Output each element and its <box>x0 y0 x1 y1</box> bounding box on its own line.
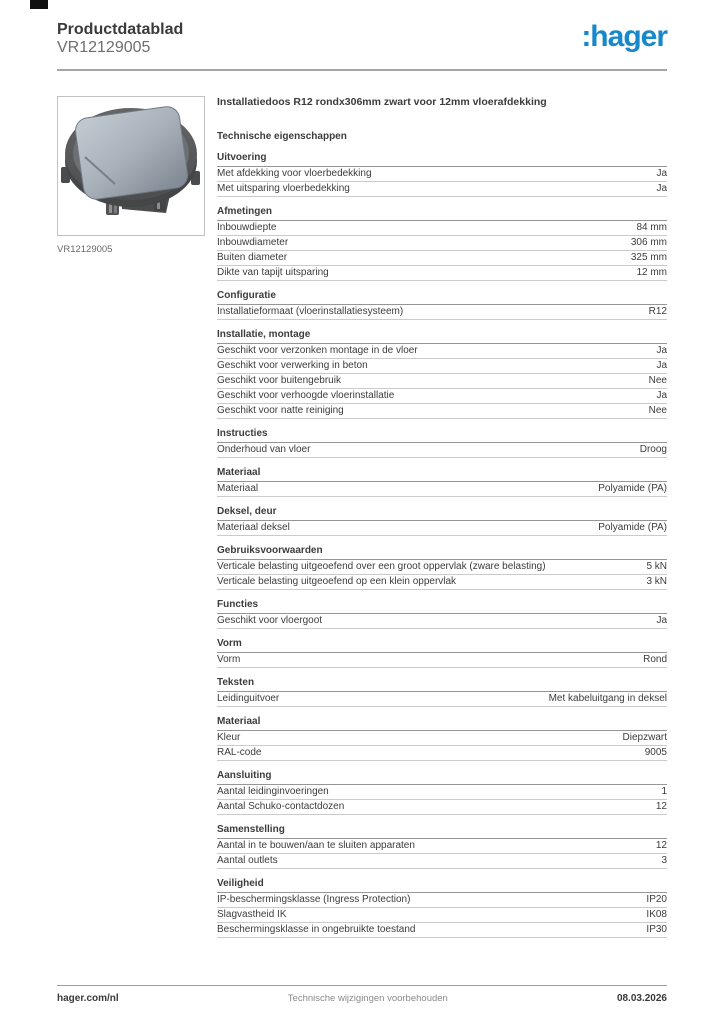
spec-value: Met kabeluitgang in deksel <box>548 693 667 704</box>
spec-label: Geschikt voor verzonken montage in de vloer <box>217 345 418 356</box>
spec-label: Verticale belasting uitgeoefend over een groot oppervlak (zware belasting) <box>217 561 546 572</box>
spec-value: Diepzwart <box>622 732 667 743</box>
spec-column <box>217 96 667 938</box>
spec-row <box>217 359 667 374</box>
spec-section <box>217 290 667 320</box>
spec-value: IK08 <box>646 909 667 920</box>
spec-row <box>217 404 667 419</box>
spec-row <box>217 221 667 236</box>
section-title: Deksel, deur <box>217 506 667 521</box>
spec-value: Rond <box>643 654 667 665</box>
spec-value: 1 <box>661 786 667 797</box>
spec-row <box>217 236 667 251</box>
spec-label: Geschikt voor verwerking in beton <box>217 360 368 371</box>
spec-section <box>217 428 667 458</box>
spec-label: Verticale belasting uitgeoefend op een klein oppervlak <box>217 576 457 587</box>
spec-value: 5 kN <box>646 561 667 572</box>
spec-label: Geschikt voor buitengebruik <box>217 375 341 386</box>
spec-label: Onderhoud van vloer <box>217 444 311 455</box>
spec-row <box>217 575 667 590</box>
spec-section <box>217 329 667 419</box>
section-title: Instructies <box>217 428 667 443</box>
section-title: Installatie, montage <box>217 329 667 344</box>
spec-row <box>217 482 667 497</box>
spec-value: Polyamide (PA) <box>598 483 667 494</box>
spec-value: 12 <box>655 840 667 851</box>
spec-row <box>217 839 667 854</box>
product-reference: VR12129005 <box>57 39 151 56</box>
floor-box-illustration <box>58 97 204 235</box>
spec-value: Polyamide (PA) <box>598 522 667 533</box>
spec-row <box>217 731 667 746</box>
page-footer <box>57 985 667 1004</box>
spec-value: 306 mm <box>630 237 667 248</box>
spec-row <box>217 614 667 629</box>
spec-value: Nee <box>648 405 667 416</box>
spec-section <box>217 638 667 668</box>
spec-value: Ja <box>656 390 667 401</box>
page-header <box>57 0 667 71</box>
footer-website: hager.com/nl <box>57 993 119 1004</box>
spec-value: Ja <box>656 345 667 356</box>
spec-label: Slagvastheid IK <box>217 909 287 920</box>
spec-row <box>217 908 667 923</box>
spec-row <box>217 893 667 908</box>
tech-properties-heading: Technische eigenschappen <box>217 131 347 142</box>
spec-value: Ja <box>656 360 667 371</box>
footer-date: 08.03.2026 <box>616 993 667 1004</box>
spec-value: 3 kN <box>646 576 667 587</box>
spec-value: 3 <box>661 855 667 866</box>
spec-label: Aantal outlets <box>217 855 278 866</box>
section-title: Uitvoering <box>217 152 667 167</box>
spec-row <box>217 653 667 668</box>
spec-row <box>217 389 667 404</box>
spec-label: Met uitsparing vloerbedekking <box>217 183 350 194</box>
spec-section <box>217 878 667 938</box>
product-figure-column <box>57 96 205 938</box>
spec-value: IP20 <box>646 894 667 905</box>
spec-value: Droog <box>639 444 667 455</box>
spec-row <box>217 800 667 815</box>
spec-label: Geschikt voor natte reiniging <box>217 405 344 416</box>
spec-label: Installatieformaat (vloerinstallatiesysteem) <box>217 306 404 317</box>
spec-section <box>217 599 667 629</box>
spec-row <box>217 167 667 182</box>
section-title: Gebruiksvoorwaarden <box>217 545 667 560</box>
section-title: Teksten <box>217 677 667 692</box>
spec-section <box>217 545 667 590</box>
spec-label: Dikte van tapijt uitsparing <box>217 267 329 278</box>
spec-label: Materiaal deksel <box>217 522 290 533</box>
spec-label: IP-beschermingsklasse (Ingress Protection) <box>217 894 411 905</box>
spec-value: Nee <box>648 375 667 386</box>
spec-row <box>217 692 667 707</box>
spec-value: Ja <box>656 615 667 626</box>
spec-row <box>217 854 667 869</box>
spec-value: 12 mm <box>636 267 667 278</box>
section-title: Functies <box>217 599 667 614</box>
spec-section <box>217 716 667 761</box>
spec-label: Inbouwdiameter <box>217 237 289 248</box>
spec-row <box>217 521 667 536</box>
spec-label: Kleur <box>217 732 241 743</box>
spec-row <box>217 443 667 458</box>
spec-label: Aantal leidinginvoeringen <box>217 786 329 797</box>
section-title: Materiaal <box>217 467 667 482</box>
spec-label: Geschikt voor vloergoot <box>217 615 323 626</box>
spec-value: 9005 <box>644 747 667 758</box>
section-title: Aansluiting <box>217 770 667 785</box>
spec-label: Aantal in te bouwen/aan te sluiten apparaten <box>217 840 415 851</box>
spec-section <box>217 770 667 815</box>
spec-row <box>217 560 667 575</box>
spec-row <box>217 251 667 266</box>
footer-disclaimer: Technische wijzigingen voorbehouden <box>287 993 448 1004</box>
section-title: Samenstelling <box>217 824 667 839</box>
product-image <box>57 96 205 236</box>
spec-section <box>217 824 667 869</box>
main-content <box>57 96 667 938</box>
spec-label: RAL-code <box>217 747 262 758</box>
spec-label: Buiten diameter <box>217 252 288 263</box>
spec-row <box>217 746 667 761</box>
document-title: Productdatablad <box>57 21 184 38</box>
spec-label: Met afdekking voor vloerbedekking <box>217 168 372 179</box>
spec-section <box>217 677 667 707</box>
section-title: Vorm <box>217 638 667 653</box>
spec-row <box>217 305 667 320</box>
spec-row <box>217 923 667 938</box>
spec-value: 84 mm <box>636 222 667 233</box>
spec-row <box>217 344 667 359</box>
spec-label: Inbouwdiepte <box>217 222 277 233</box>
section-title: Materiaal <box>217 716 667 731</box>
spec-value: IP30 <box>646 924 667 935</box>
product-title: Installatiedoos R12 rondx306mm zwart voor 12mm vloerafdekking <box>217 96 547 108</box>
spec-section <box>217 467 667 497</box>
spec-value: Ja <box>656 168 667 179</box>
spec-label: Leidinguitvoer <box>217 693 280 704</box>
spec-row <box>217 266 667 281</box>
image-caption: VR12129005 <box>57 244 113 255</box>
spec-section <box>217 152 667 197</box>
spec-section <box>217 506 667 536</box>
spec-label: Beschermingsklasse in ongebruikte toestand <box>217 924 416 935</box>
spec-value: 325 mm <box>630 252 667 263</box>
section-title: Configuratie <box>217 290 667 305</box>
spec-row <box>217 785 667 800</box>
spec-value: 12 <box>655 801 667 812</box>
spec-label: Geschikt voor verhoogde vloerinstallatie <box>217 390 395 401</box>
spec-sections <box>217 152 667 938</box>
spec-label: Materiaal <box>217 483 259 494</box>
spec-row <box>217 374 667 389</box>
spec-value: R12 <box>648 306 667 317</box>
spec-label: Aantal Schuko-contactdozen <box>217 801 345 812</box>
spec-value: Ja <box>656 183 667 194</box>
hager-logo: :hager <box>581 20 667 53</box>
spec-row <box>217 182 667 197</box>
spec-section <box>217 206 667 281</box>
section-title: Afmetingen <box>217 206 667 221</box>
spec-label: Vorm <box>217 654 241 665</box>
section-title: Veiligheid <box>217 878 667 893</box>
